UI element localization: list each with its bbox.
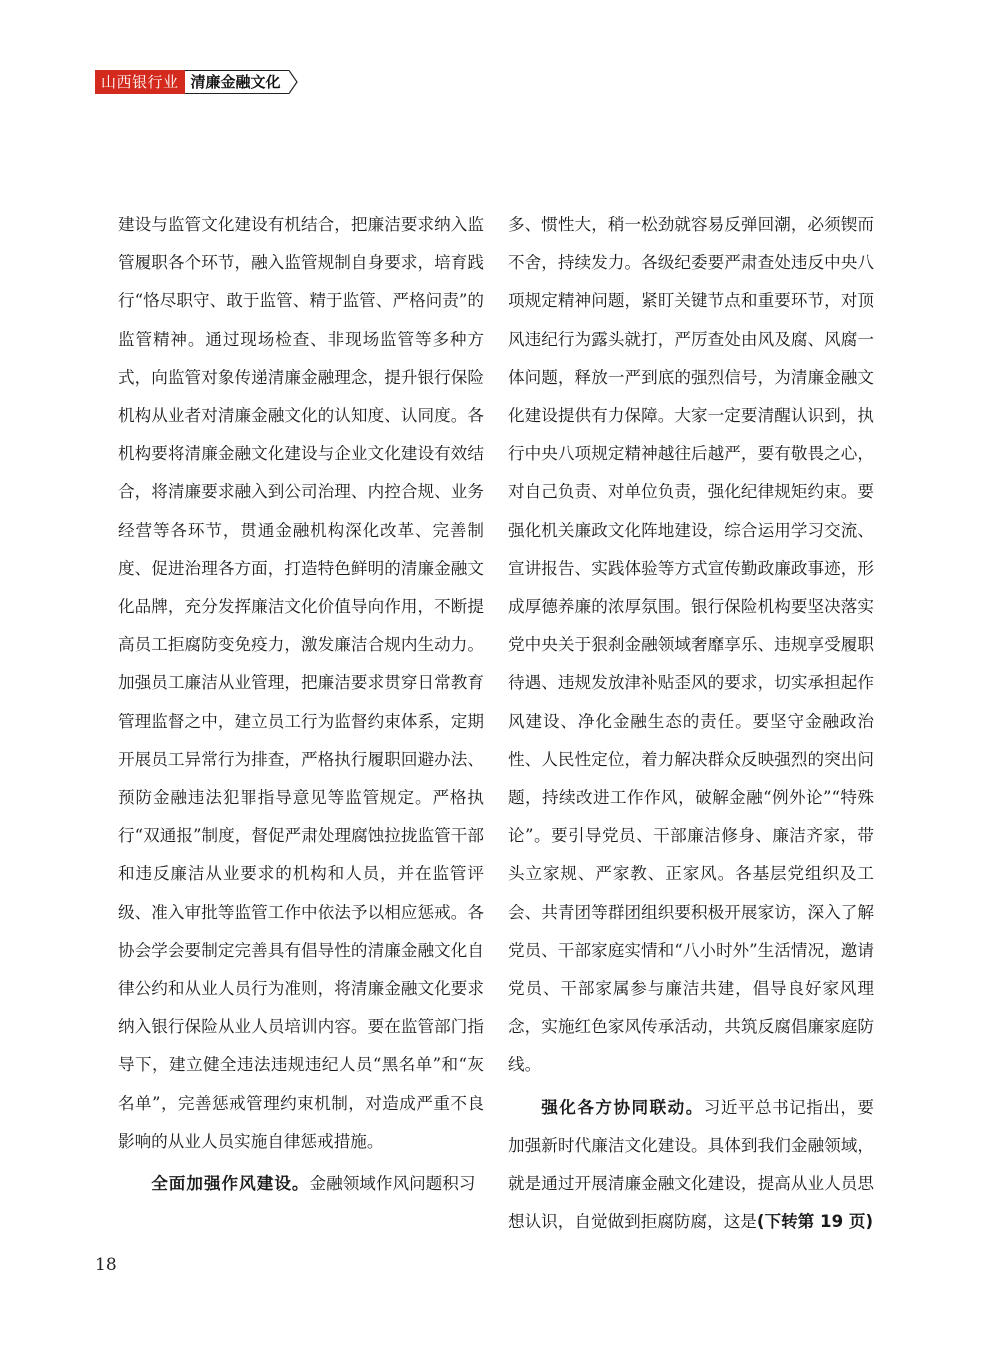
- body-paragraph: 建设与监管文化建设有机结合，把廉洁要求纳入监管履职各个环节，融入监管规制自身要求，培育践行“恪尽职守、敢于监管、精于监管、严格问责”的监管精神。通过现场检查、非现场监管等多种方式，向监管对象传递清廉金融理念，提升银行保险机构从业者对清廉金融文化的认知度、认同度。各机构要将清廉金融文化建设与企业文化建设有效结合，将清廉要求融入到公司治理、内控合规、业务经营等各环节，贯通金融机构深化改革、完善制度、促进治理各方面，打造特色鲜明的清廉金融文化品牌，充分发挥廉洁文化价值导向作用，不断提高员工拒腐防变免疫力，激发廉洁合规内生动力。加强员工廉洁从业管理，把廉洁要求贯穿日常教育管理监督之中，建立员工行为监督约束体系，定期开展员工异常行为排查，严格执行履职回避办法、预防金融违法犯罪指导意见等监管规定。严格执行“双通报”制度，督促严肃处理腐蚀拉拢监管干部和违反廉洁从业要求的机构和人员，并在监管评级、准入审批等监管工作中依法予以相应惩戒。各协会学会要制定完善具有倡导性的清廉金融文化自律公约和从业人员行为准则，将清廉金融文化要求纳入银行保险从业人员培训内容。要在监管部门指导下，建立健全违法违规违纪人员“黑名单”和“灰名单”，完善惩戒管理约束机制，对造成严重不良影响的从业人员实施自律惩戒措施。: [118, 215, 484, 1151]
- paragraph-lead: 全面加强作风建设。: [151, 1174, 310, 1194]
- section-tag: 山西银行业: [95, 70, 185, 94]
- paragraph-lead: 强化各方协同联动。: [541, 1097, 704, 1117]
- right-column: [508, 206, 874, 1241]
- body-paragraph: [508, 1089, 874, 1242]
- page-number: 18: [95, 1255, 117, 1275]
- paragraph-text: 习近平总书记指出，要加强新时代廉洁文化建设。具体到我们金融领域，就是通过开展清廉金融文化建设，提高从业人员思想认识，自觉做到拒腐防腐，这是: [508, 1097, 874, 1232]
- body-paragraph: [118, 1165, 484, 1203]
- section-title: 清廉金融文化: [185, 70, 289, 94]
- paragraph-text: 金融领域作风问题积习: [309, 1174, 476, 1194]
- chevron-right-icon: [289, 70, 299, 94]
- running-header: [95, 70, 299, 94]
- body-paragraph: 多、惯性大，稍一松劲就容易反弹回潮，必须锲而不舍，持续发力。各级纪委要严肃查处违反中央八项规定精神问题，紧盯关键节点和重要环节，对顶风违纪行为露头就打，严厉查处由风及腐、风腐一体问题，释放一严到底的强烈信号，为清廉金融文化建设提供有力保障。大家一定要清醒认识到，执行中央八项规定精神越往后越严，要有敬畏之心，对自己负责、对单位负责，强化纪律规矩约束。要强化机关廉政文化阵地建设，综合运用学习交流、宣讲报告、实践体验等方式宣传勤政廉政事迹，形成厚德养廉的浓厚氛围。银行保险机构要坚决落实党中央关于狠刹金融领域奢靡享乐、违规享受履职待遇、违规发放津补贴歪风的要求，切实承担起作风建设、净化金融生态的责任。要坚守金融政治性、人民性定位，着力解决群众反映强烈的突出问题，持续改进工作作风，破解金融“例外论”“特殊论”。要引导党员、干部廉洁修身、廉洁齐家，带头立家规、严家教、正家风。各基层党组织及工会、共青团等群团组织要积极开展家访，深入了解党员、干部家庭实情和“八小时外”生活情况，邀请党员、干部家属参与廉洁共建，倡导良好家风理念，实施红色家风传承活动，共筑反腐倡廉家庭防线。: [508, 215, 874, 1075]
- continued-note: (下转第 19 页): [756, 1212, 874, 1232]
- left-column: [118, 206, 484, 1203]
